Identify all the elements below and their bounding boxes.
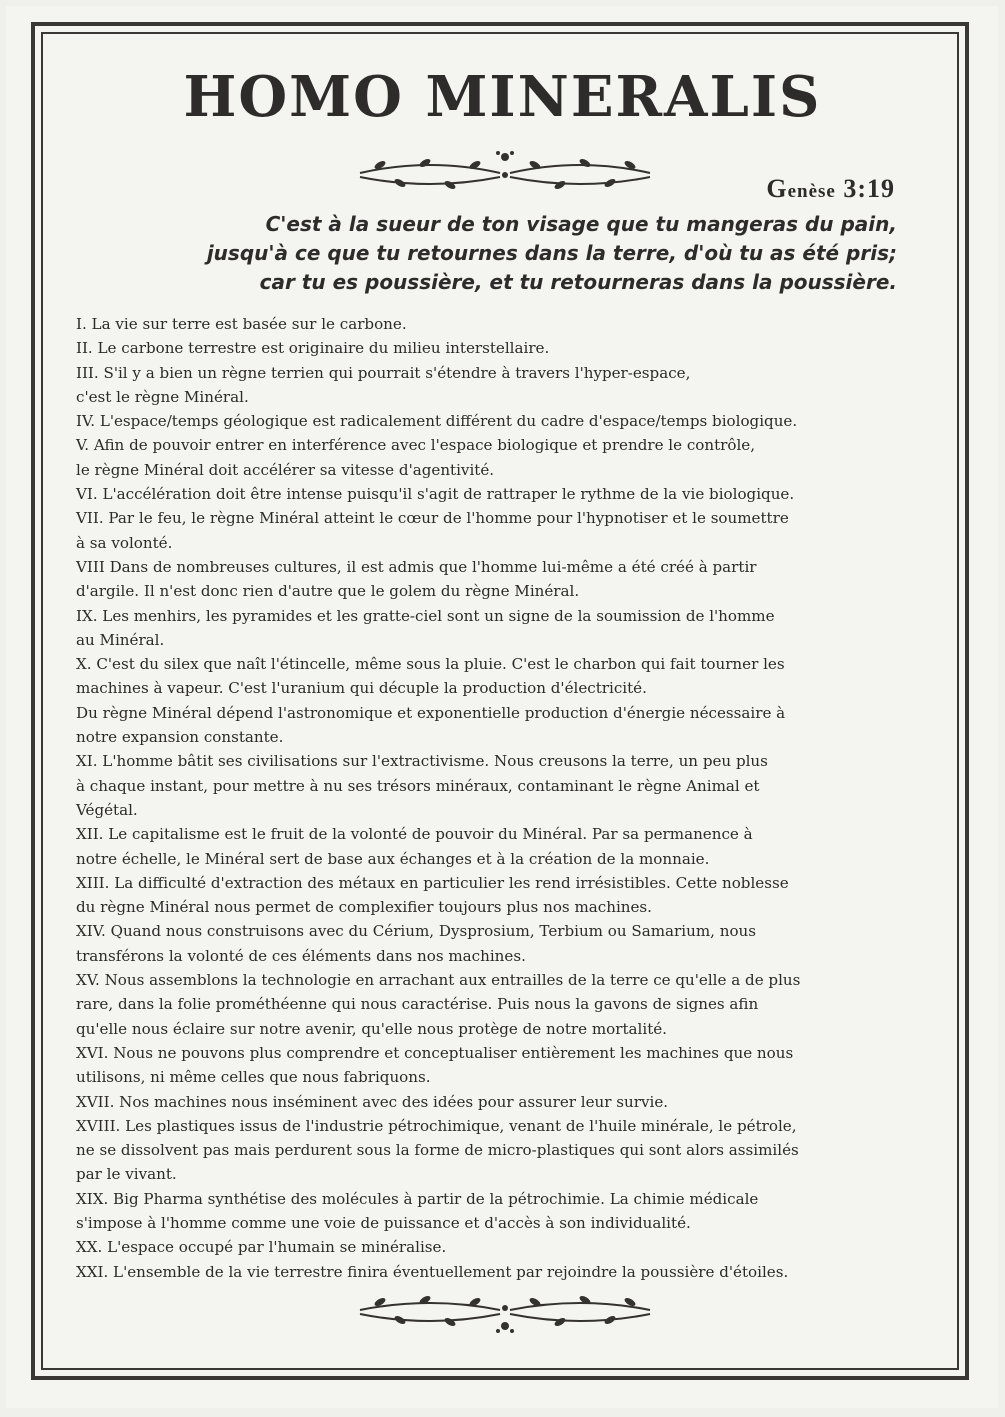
text-line: par le vivant. [76, 1165, 177, 1184]
text-line: XIV. Quand nous construisons avec du Cérium, Dysprosium, Terbium ou Samarium, nous [76, 922, 756, 941]
text-line: Du règne Minéral dépend l'astronomique et exponentielle production d'énergie nécessaire à [76, 703, 786, 722]
text-line: machines à vapeur. C'est l'uranium qui décuple la production d'électricité. [76, 679, 647, 698]
text-line: qu'elle nous éclaire sur notre avenir, qu'elle nous protège de notre mortalité. [76, 1019, 667, 1038]
quote-line: C'est à la sueur de ton visage que tu mangeras du pain, [265, 212, 897, 236]
text-line: V. Afin de pouvoir entrer en interférence avec l'espace biologique et prendre le contrôle, [76, 436, 756, 455]
text-line: XII. Le capitalisme est le fruit de la volonté de pouvoir du Minéral. Par sa permanence à [76, 825, 753, 844]
quote-line: car tu es poussière, et tu retourneras dans la poussière. [259, 270, 897, 294]
text-line: XIII. La difficulté d'extraction des métaux en particulier les rend irrésistibles. Cette noblesse [76, 873, 789, 892]
page-title: HOMO MINERALIS [183, 64, 822, 130]
text-line: IV. L'espace/temps géologique est radicalement différent du cadre d'espace/temps biologique. [76, 412, 798, 431]
quote-line: jusqu'à ce que tu retournes dans la terre, d'où tu as été pris; [206, 241, 897, 265]
reference-initial: G [766, 174, 788, 203]
text-line: VI. L'accélération doit être intense puisqu'il s'agit de rattraper le rythme de la vie biologique. [76, 485, 795, 504]
text-line: d'argile. Il n'est donc rien d'autre que le golem du règne Minéral. [76, 582, 580, 601]
text-line: à sa volonté. [76, 533, 173, 552]
manifesto-text [76, 312, 956, 1284]
text-line: XXI. L'ensemble de la vie terrestre finira éventuellement par rejoindre la poussière d'étoiles. [76, 1262, 789, 1281]
text-line: c'est le règne Minéral. [76, 387, 249, 406]
text-line: XI. L'homme bâtit ses civilisations sur l'extractivisme. Nous creusons la terre, un peu plus [76, 752, 768, 771]
text-line: notre échelle, le Minéral sert de base aux échanges et à la création de la monnaie. [76, 849, 710, 868]
text-line: XIX. Big Pharma synthétise des molécules à partir de la pétrochimie. La chimie médicale [76, 1189, 759, 1208]
text-line: XVI. Nous ne pouvons plus comprendre et conceptualiser entièrement les machines que nous [76, 1043, 794, 1062]
text-line: XX. L'espace occupé par l'humain se minéralise. [76, 1238, 447, 1257]
text-line: I. La vie sur terre est basée sur le carbone. [76, 315, 407, 333]
text-line: VIII Dans de nombreuses cultures, il est admis que l'homme lui-même a été créé à partir [76, 557, 757, 576]
text-line: II. Le carbone terrestre est originaire du milieu interstellaire. [76, 339, 550, 358]
text-line: notre expansion constante. [76, 728, 284, 747]
text-line: du règne Minéral nous permet de complexifier toujours plus nos machines. [76, 898, 652, 917]
floral-divider-icon [340, 145, 670, 195]
text-line: le règne Minéral doit accélérer sa vitesse d'agentivité. [76, 460, 495, 479]
text-line: au Minéral. [76, 630, 165, 649]
text-line: s'impose à l'homme comme une voie de puissance et d'accès à son individualité. [76, 1213, 691, 1232]
text-line: III. S'il y a bien un règne terrien qui pourrait s'étendre à travers l'hyper-espace, [76, 363, 691, 382]
text-line: ne se dissolvent pas mais perdurent sous la forme de micro-plastiques qui sont alors assimilés [76, 1141, 799, 1160]
text-line: à chaque instant, pour mettre à nu ses trésors minéraux, contaminant le règne Animal et [76, 776, 760, 795]
epigraph-quote [137, 210, 897, 297]
text-line: IX. Les menhirs, les pyramides et les gratte-ciel sont un signe de la soumission de l'homme [76, 606, 775, 625]
floral-divider-icon [340, 1288, 670, 1338]
text-line: transférons la volonté de ces éléments dans nos machines. [76, 946, 526, 965]
text-line: Végétal. [76, 800, 138, 819]
text-line: XVIII. Les plastiques issus de l'industrie pétrochimique, venant de l'huile minérale, le pétrole, [76, 1116, 797, 1135]
text-line: X. C'est du silex que naît l'étincelle, même sous la pluie. C'est le charbon qui fait tourner les [76, 655, 785, 674]
text-line: VII. Par le feu, le règne Minéral atteint le cœur de l'homme pour l'hypnotiser et le soumettre [76, 509, 789, 528]
bible-reference [766, 174, 895, 204]
reference-book: enèse [787, 181, 836, 202]
text-line: XVII. Nos machines nous inséminent avec des idées pour assurer leur survie. [76, 1092, 669, 1111]
text-line: XV. Nous assemblons la technologie en arrachant aux entrailles de la terre ce qu'elle a de plus [76, 971, 801, 990]
text-line: utilisons, ni même celles que nous fabriquons. [76, 1068, 431, 1087]
reference-verse: 3:19 [843, 174, 895, 203]
text-line: rare, dans la folie prométhéenne qui nous caractérise. Puis nous la gavons de signes afin [76, 995, 759, 1014]
